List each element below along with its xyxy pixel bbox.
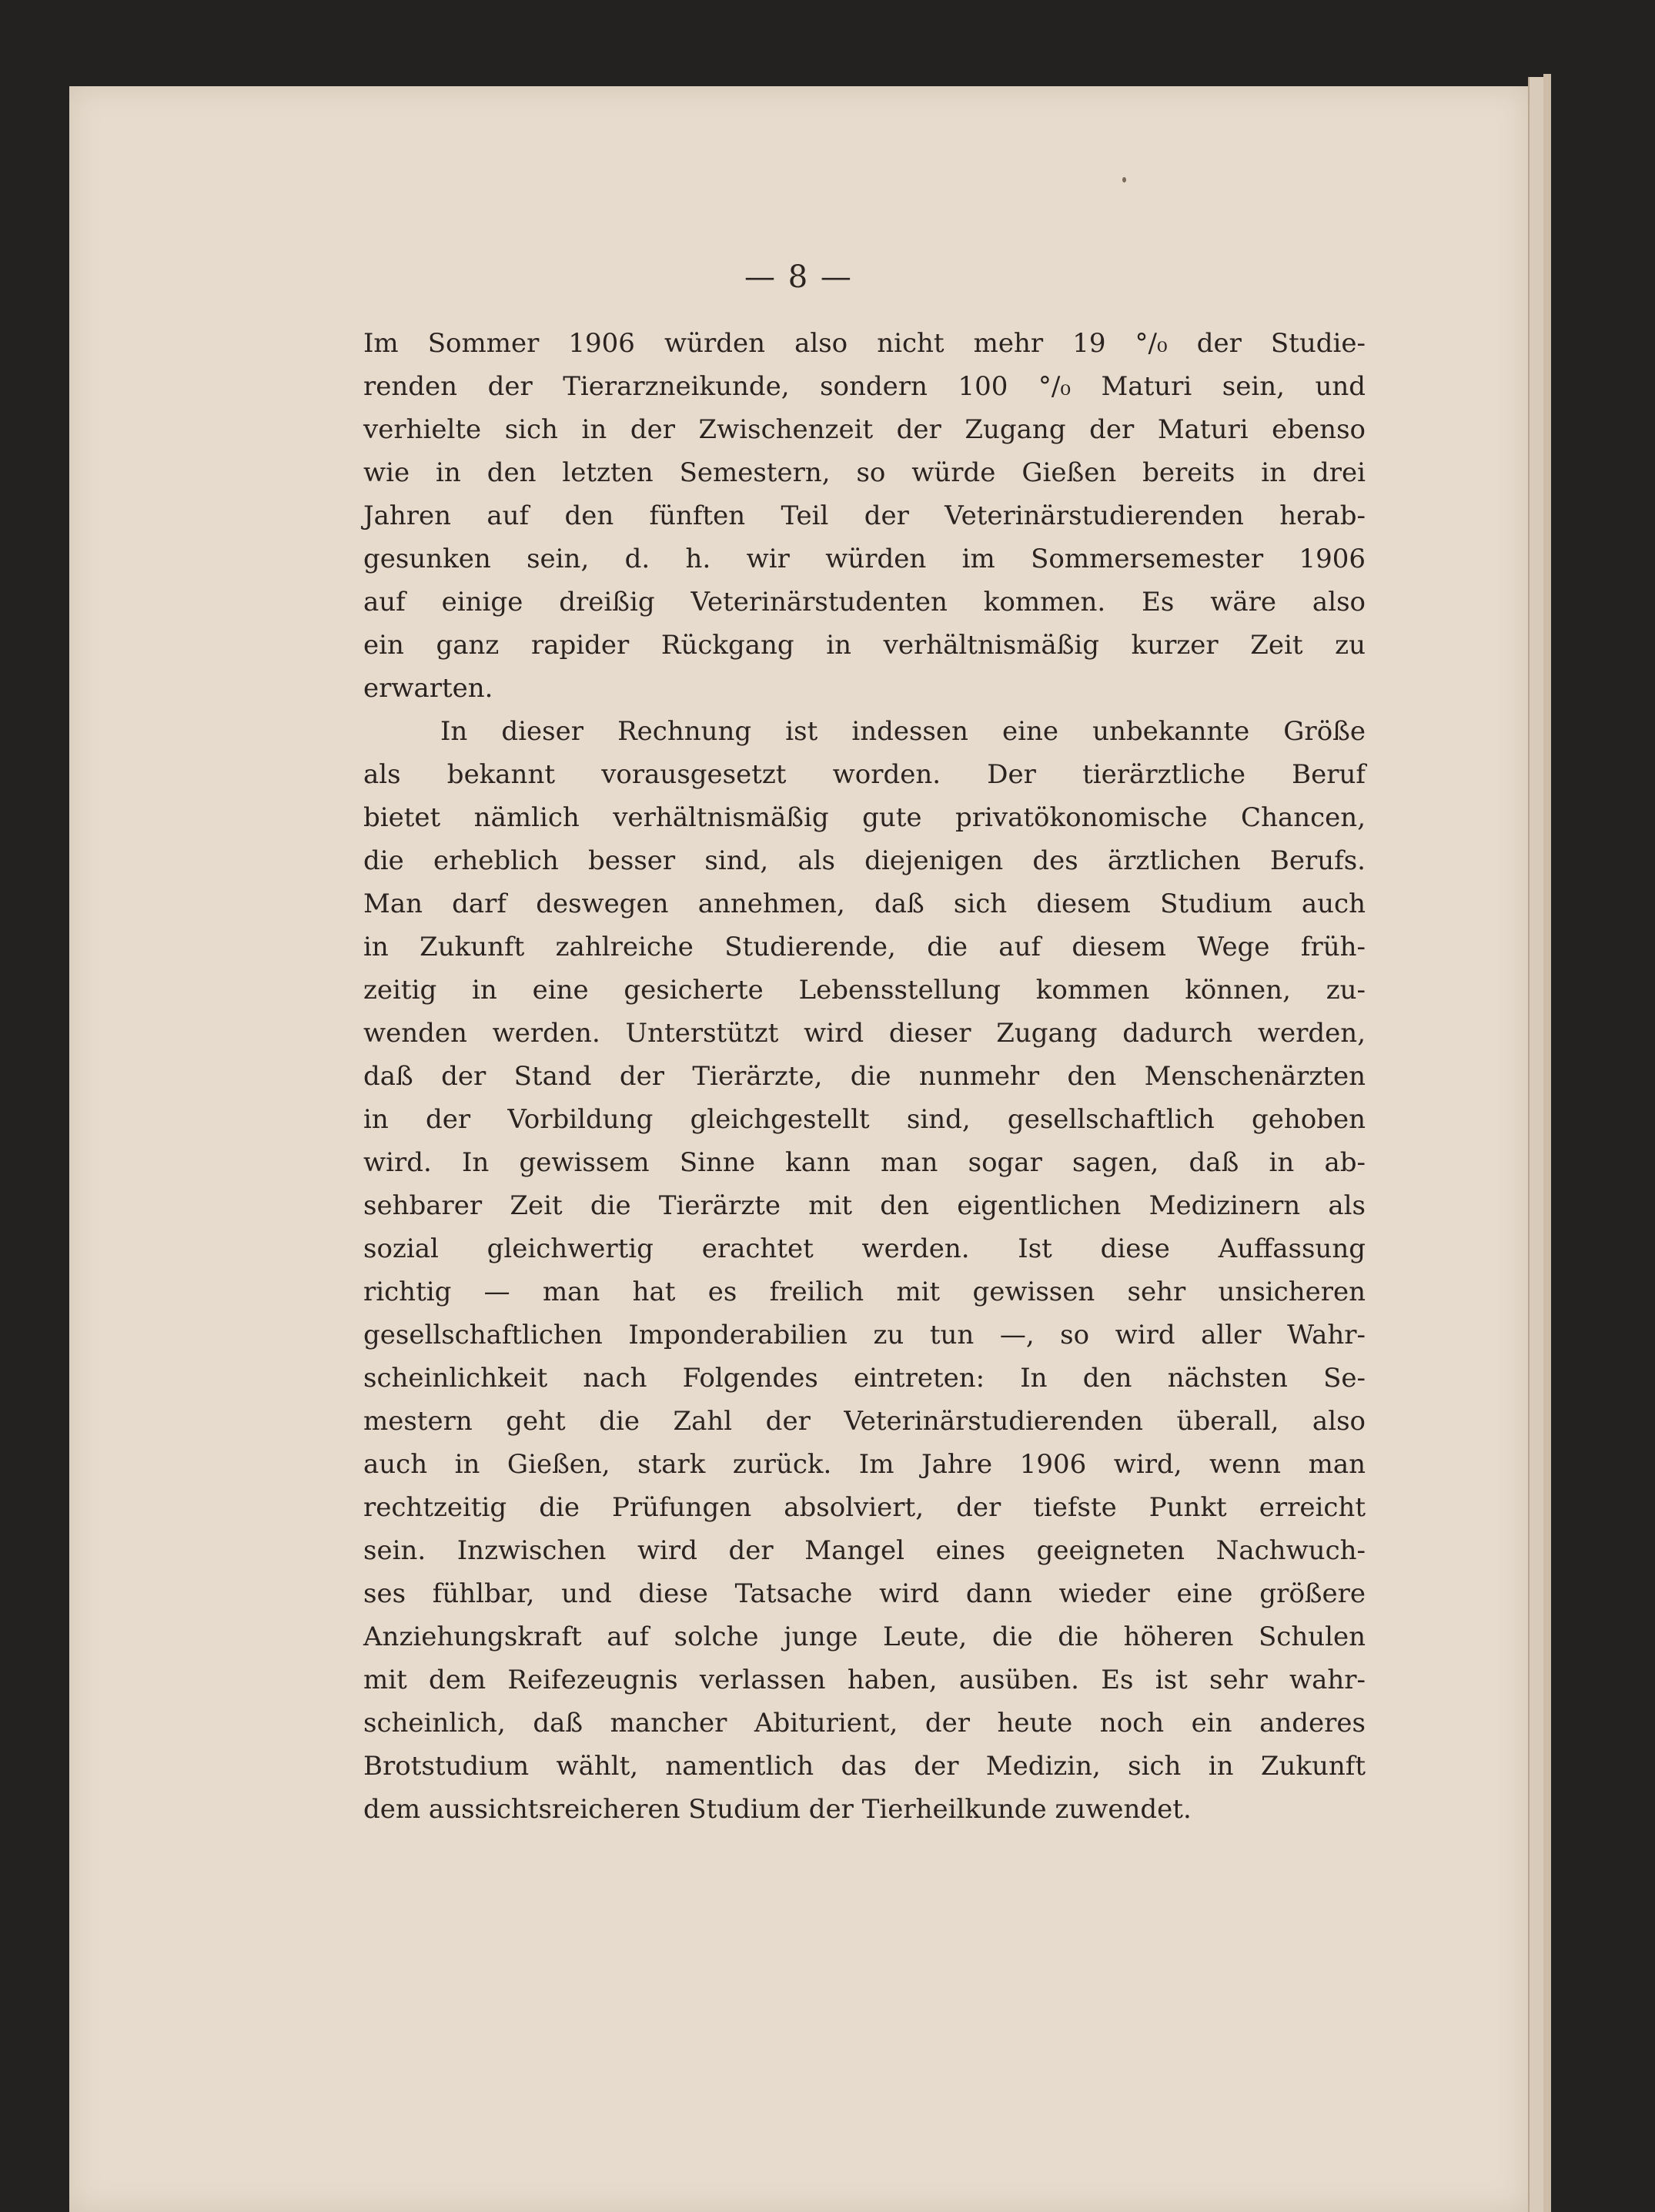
text-line: wie in den letzten Semestern, so würde Gießen bereits in drei: [363, 457, 1366, 488]
text-line: wird. In gewissem Sinne kann man sogar sagen, daß in ab-: [363, 1147, 1366, 1178]
text-line: sehbarer Zeit die Tierärzte mit den eigentlichen Medizinern als: [363, 1190, 1366, 1221]
body-text: [363, 322, 1366, 1831]
text-line: als bekannt vorausgesetzt worden. Der tierärztliche Beruf: [363, 759, 1366, 790]
text-line: Man darf deswegen annehmen, daß sich diesem Studium auch: [363, 888, 1366, 919]
text-line: renden der Tierarzneikunde, sondern 100 °/₀ Maturi sein, und: [363, 371, 1366, 402]
text-line: gesunken sein, d. h. wir würden im Sommersemester 1906: [363, 544, 1366, 574]
text-line: scheinlich, daß mancher Abiturient, der heute noch ein anderes: [363, 1708, 1366, 1738]
text-line: sein. Inzwischen wird der Mangel eines geeigneten Nachwuch-: [363, 1535, 1366, 1566]
text-line: Brotstudium wählt, namentlich das der Medizin, sich in Zukunft: [363, 1751, 1366, 1782]
text-line: Im Sommer 1906 würden also nicht mehr 19 °/₀ der Studie-: [363, 328, 1366, 359]
text-line: auf einige dreißig Veterinärstudenten kommen. Es wäre also: [363, 587, 1366, 617]
text-line: in Zukunft zahlreiche Studierende, die auf diesem Wege früh-: [363, 932, 1366, 962]
adjacent-page-edge: [1528, 77, 1545, 2212]
text-line: mestern geht die Zahl der Veterinärstudierenden überall, also: [363, 1406, 1366, 1437]
text-line: ein ganz rapider Rückgang in verhältnismäßig kurzer Zeit zu: [363, 630, 1366, 661]
text-line: in der Vorbildung gleichgestellt sind, gesellschaftlich gehoben: [363, 1104, 1366, 1135]
paper-speck: [1122, 177, 1126, 182]
text-line: scheinlichkeit nach Folgendes eintreten: In den nächsten Se-: [363, 1363, 1366, 1394]
text-line: richtig — man hat es freilich mit gewissen sehr unsicheren: [363, 1277, 1366, 1307]
text-line: die erheblich besser sind, als diejenigen des ärztlichen Berufs.: [363, 845, 1366, 876]
text-line: gesellschaftlichen Imponderabilien zu tun —, so wird aller Wahr-: [363, 1320, 1366, 1350]
document-page: [69, 86, 1528, 2212]
text-line: erwarten.: [363, 673, 493, 704]
text-line: verhielte sich in der Zwischenzeit der Zugang der Maturi ebenso: [363, 414, 1366, 445]
text-line: bietet nämlich verhältnismäßig gute privatökonomische Chancen,: [363, 802, 1366, 833]
text-line: mit dem Reifezeugnis verlassen haben, ausüben. Es ist sehr wahr-: [363, 1665, 1366, 1695]
text-line: wenden werden. Unterstützt wird dieser Zugang dadurch werden,: [363, 1018, 1366, 1049]
text-line: dem aussichtsreicheren Studium der Tierheilkunde zuwendet.: [363, 1794, 1192, 1825]
text-line: rechtzeitig die Prüfungen absolviert, der tiefste Punkt erreicht: [363, 1492, 1366, 1523]
page-number: — 8 —: [744, 259, 853, 295]
text-line: sozial gleichwertig erachtet werden. Ist diese Auffassung: [363, 1233, 1366, 1264]
text-line: In dieser Rechnung ist indessen eine unbekannte Größe: [440, 716, 1366, 747]
text-line: daß der Stand der Tierärzte, die nunmehr den Menschenärzten: [363, 1061, 1366, 1092]
text-line: Anziehungskraft auf solche junge Leute, die die höheren Schulen: [363, 1621, 1366, 1652]
text-line: auch in Gießen, stark zurück. Im Jahre 1906 wird, wenn man: [363, 1449, 1366, 1480]
text-line: ses fühlbar, und diese Tatsache wird dann wieder eine größere: [363, 1578, 1366, 1609]
text-line: zeitig in eine gesicherte Lebensstellung kommen können, zu-: [363, 975, 1366, 1006]
adjacent-page-edge-outer: [1543, 74, 1551, 2212]
text-line: Jahren auf den fünften Teil der Veterinärstudierenden herab-: [363, 500, 1366, 531]
